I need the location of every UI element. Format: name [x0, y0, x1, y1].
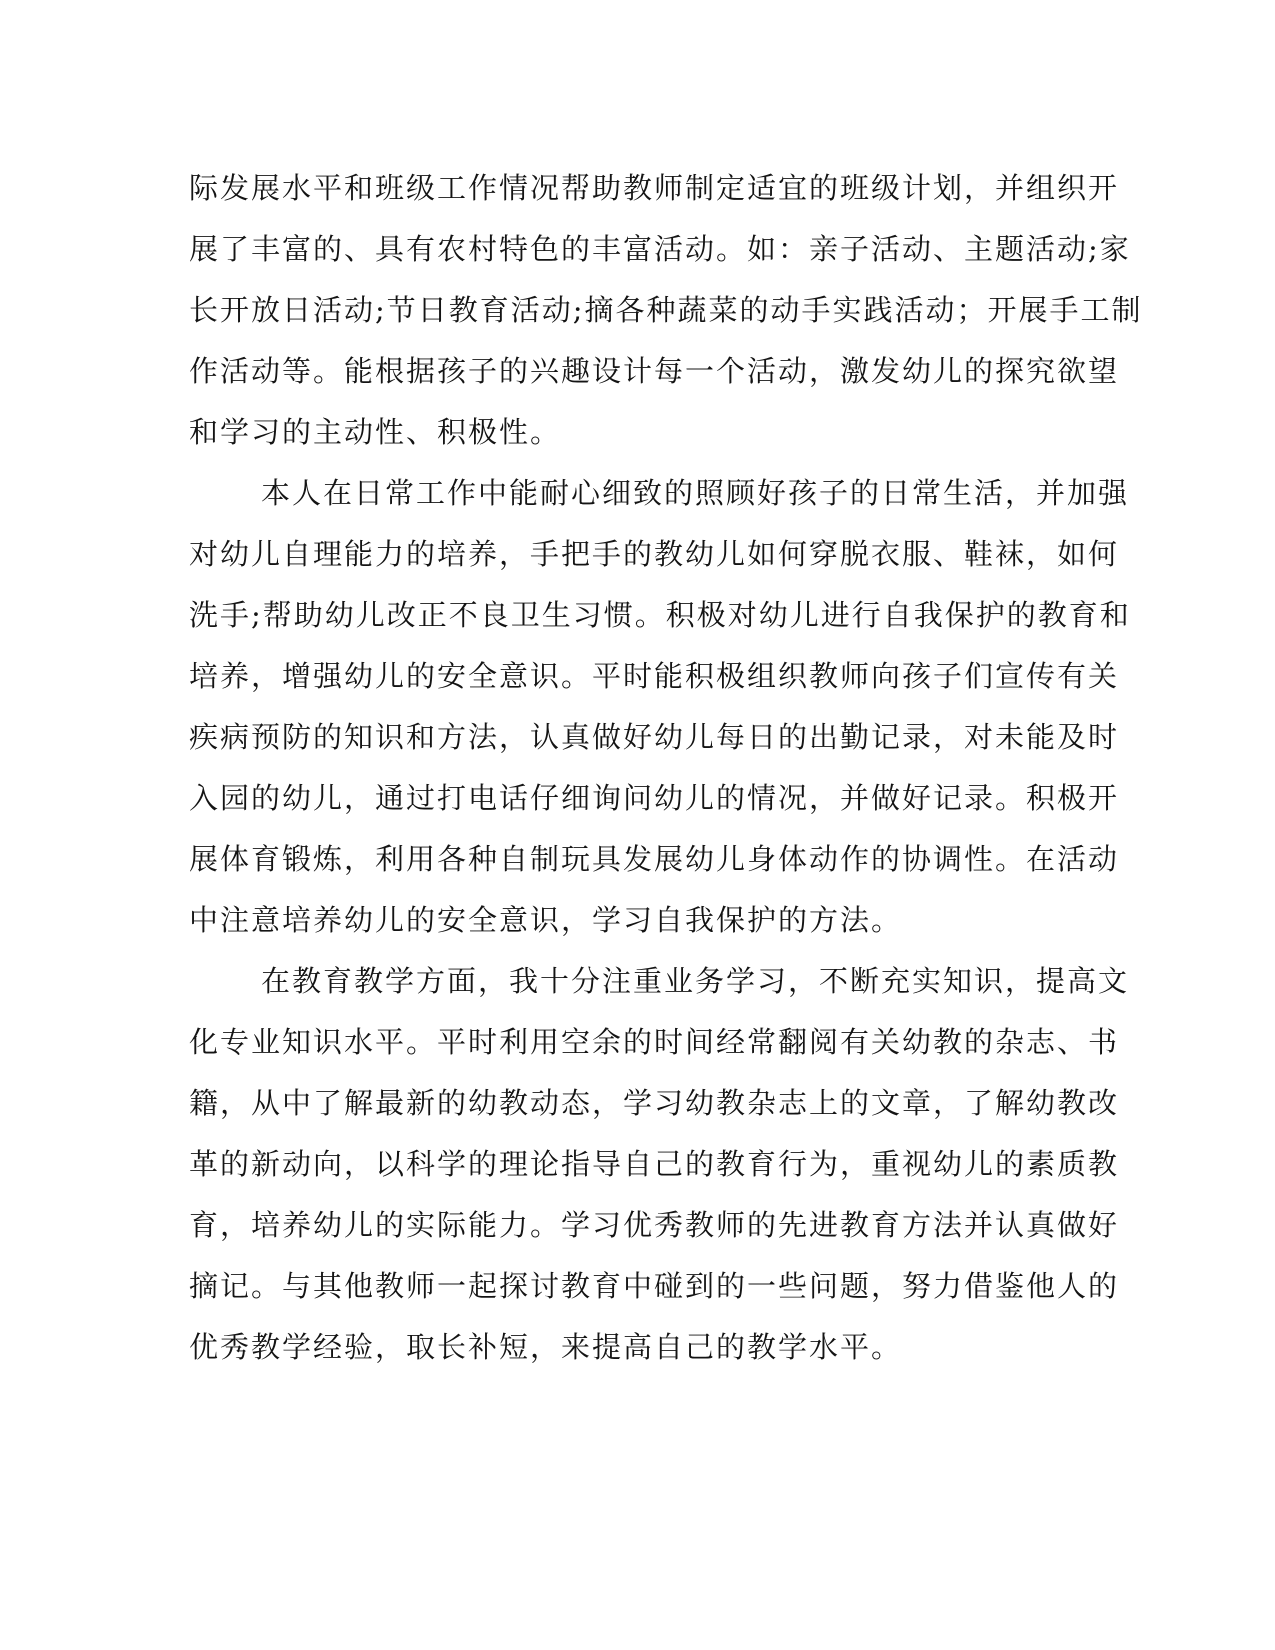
text-line: 展体育锻炼，利用各种自制玩具发展幼儿身体动作的协调性。在活动	[189, 842, 1120, 876]
document-body	[189, 158, 1143, 1378]
text-line: 对幼儿自理能力的培养，手把手的教幼儿如何穿脱衣服、鞋袜，如何	[189, 537, 1120, 571]
text-line: 和学习的主动性、积极性。	[189, 415, 562, 449]
text-line: 摘记。与其他教师一起探讨教育中碰到的一些问题，努力借鉴他人的	[189, 1269, 1120, 1303]
text-line: 中注意培养幼儿的安全意识，学习自我保护的方法。	[189, 903, 903, 937]
text-line: 际发展水平和班级工作情况帮助教师制定适宜的班级计划，并组织开	[189, 171, 1120, 205]
paragraph-2	[189, 463, 1131, 951]
text-line: 疾病预防的知识和方法，认真做好幼儿每日的出勤记录，对未能及时	[189, 720, 1120, 754]
text-line: 革的新动向，以科学的理论指导自己的教育行为，重视幼儿的素质教	[189, 1147, 1120, 1181]
text-line: 作活动等。能根据孩子的兴趣设计每一个活动，激发幼儿的探究欲望	[189, 354, 1120, 388]
text-line: 育，培养幼儿的实际能力。学习优秀教师的先进教育方法并认真做好	[189, 1208, 1120, 1242]
text-line: 展了丰富的、具有农村特色的丰富活动。如：亲子活动、主题活动;家	[189, 232, 1131, 266]
text-line: 长开放日活动;节日教育活动;摘各种蔬菜的动手实践活动；开展手工制	[189, 293, 1143, 327]
text-line: 在教育教学方面，我十分注重业务学习，不断充实知识，提高文	[261, 964, 1130, 998]
paragraph-3	[189, 951, 1130, 1378]
text-line: 籍，从中了解最新的幼教动态，学习幼教杂志上的文章，了解幼教改	[189, 1086, 1120, 1120]
paragraph-1	[189, 158, 1143, 463]
text-line: 本人在日常工作中能耐心细致的照顾好孩子的日常生活，并加强	[261, 476, 1130, 510]
text-line: 入园的幼儿，通过打电话仔细询问幼儿的情况，并做好记录。积极开	[189, 781, 1120, 815]
text-line: 培养，增强幼儿的安全意识。平时能积极组织教师向孩子们宣传有关	[189, 659, 1120, 693]
text-line: 化专业知识水平。平时利用空余的时间经常翻阅有关幼教的杂志、书	[189, 1025, 1120, 1059]
text-line: 优秀教学经验，取长补短，来提高自己的教学水平。	[189, 1330, 903, 1364]
text-line: 洗手;帮助幼儿改正不良卫生习惯。积极对幼儿进行自我保护的教育和	[189, 598, 1131, 632]
